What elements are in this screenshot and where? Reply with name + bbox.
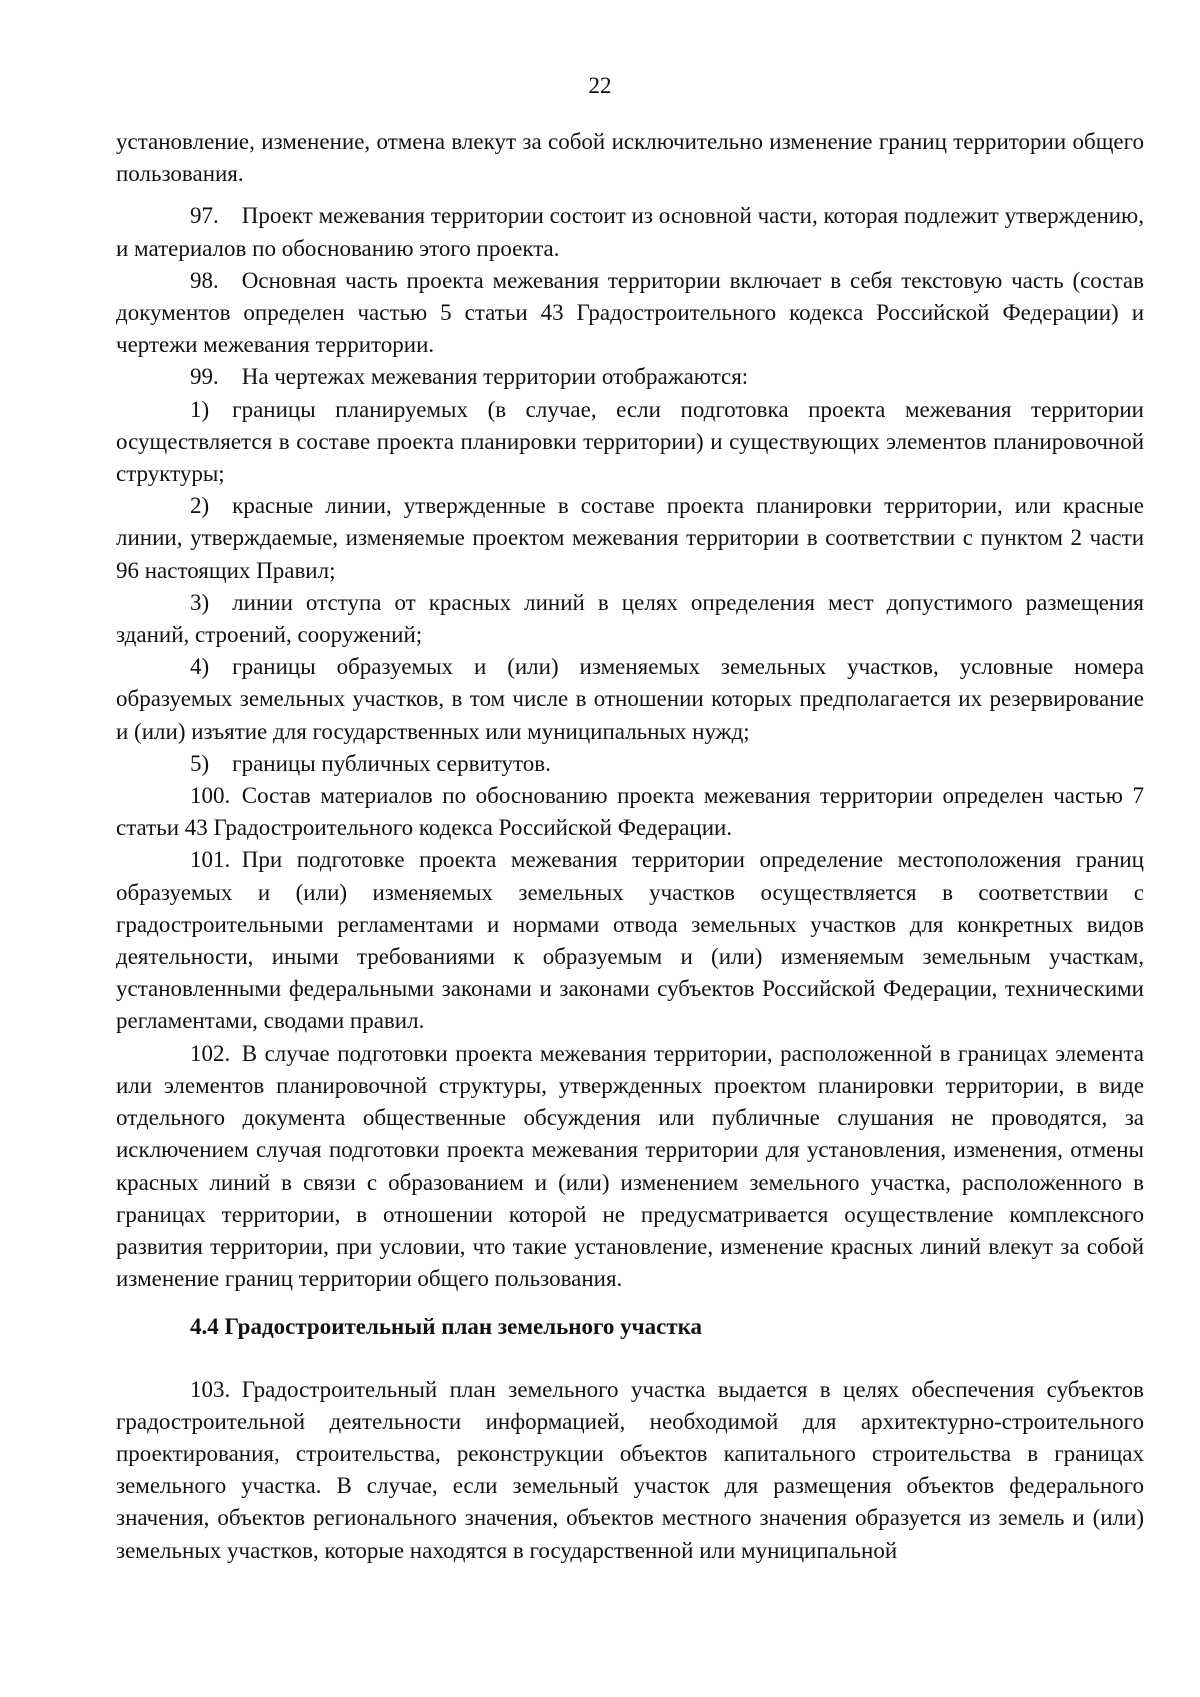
page-number: 22 [588, 73, 612, 98]
paragraph-102: 102. В случае подготовки проекта межевания территории, расположенной в границах элемента или элементов планировочной структуры, утвержденных проектом планировки территории, в виде отдельного документа общественные обсуждения или публичные слушания не проводятся, за исключением случая подготовки проекта межевания территории для установления, изменения, отмены красных линий в связи с образованием и (или) изменением земельного участка, расположенного в границах территории, в отношении которой не предусматривается осуществление комплексного развития территории, при условии, что такие установление, изменение красных линий влекут за собой изменение границ территории общего пользования. [116, 1040, 1144, 1292]
paragraph-97: 97. Проект межевания территории состоит из основной части, которая подлежит утверждению, и материалов по обоснованию этого проекта. [116, 203, 1144, 261]
section-heading: 4.4 Градостроительный план земельного участка [190, 1314, 703, 1340]
list-item-99-5: 5) границы публичных сервитутов. [190, 750, 551, 776]
paragraph-103: 103. Градостроительный план земельного участка выдается в целях обеспечения субъектов градостроительной деятельности информацией, необходимой для архитектурно-строительного проектирования, строительства, реконструкции объектов капитального строительства в границах земельного участка. В случае, если земельный участок для размещения объектов федерального значения, объектов регионального значения, объектов местного значения образуется из земель и (или) земельных участков, которые находятся в государственной или муниципальной [116, 1376, 1144, 1563]
paragraph-98: 98. Основная часть проекта межевания территории включает в себя текстовую часть (состав документов определен частью 5 статьи 43 Градостроительного кодекса Российской Федерации) и чертежи межевания территории. [116, 267, 1144, 358]
list-item-99-2: 2) красные линии, утвержденные в составе проекта планировки территории, или красные линии, утверждаемые, изменяемые проектом межевания территории в соответствии с пунктом 2 части 96 настоящих Правил; [116, 493, 1144, 583]
list-item-99-1: 1) границы планируемых (в случае, если подготовка проекта межевания территории осуществляется в составе проекта планировки территории) и существующих элементов планировочной структуры; [116, 396, 1144, 487]
list-item-99-3: 3) линии отступа от красных линий в целях определения мест допустимого размещения зданий, строений, сооружений; [116, 589, 1144, 648]
paragraph-100: 100. Состав материалов по обоснованию проекта межевания территории определен частью 7 статьи 43 Градостроительного кодекса Российской Федерации. [116, 783, 1144, 841]
paragraph-99: 99. На чертежах межевания территории отображаются: [190, 364, 749, 390]
paragraph-continuation: установление, изменение, отмена влекут за собой исключительно изменение границ территории общего пользования. [116, 129, 1144, 187]
list-item-99-4: 4) границы образуемых и (или) изменяемых земельных участков, условные номера образуемых земельных участков, в том числе в отношении которых предполагается их резервирование и (или) изъятие для государственных или муниципальных нужд; [116, 654, 1144, 744]
document-body [116, 126, 1144, 1567]
paragraph-101: 101. При подготовке проекта межевания территории определение местоположения границ образуемых и (или) изменяемых земельных участков осуществляется в соответствии с градостроительными регламентами и нормами отвода земельных участков для конкретных видов деятельности, иными требованиями к образуемым и (или) изменяемым земельным участкам, установленными федеральными законами и законами субъектов Российской Федерации, техническими регламентами, сводами правил. [116, 847, 1144, 1034]
